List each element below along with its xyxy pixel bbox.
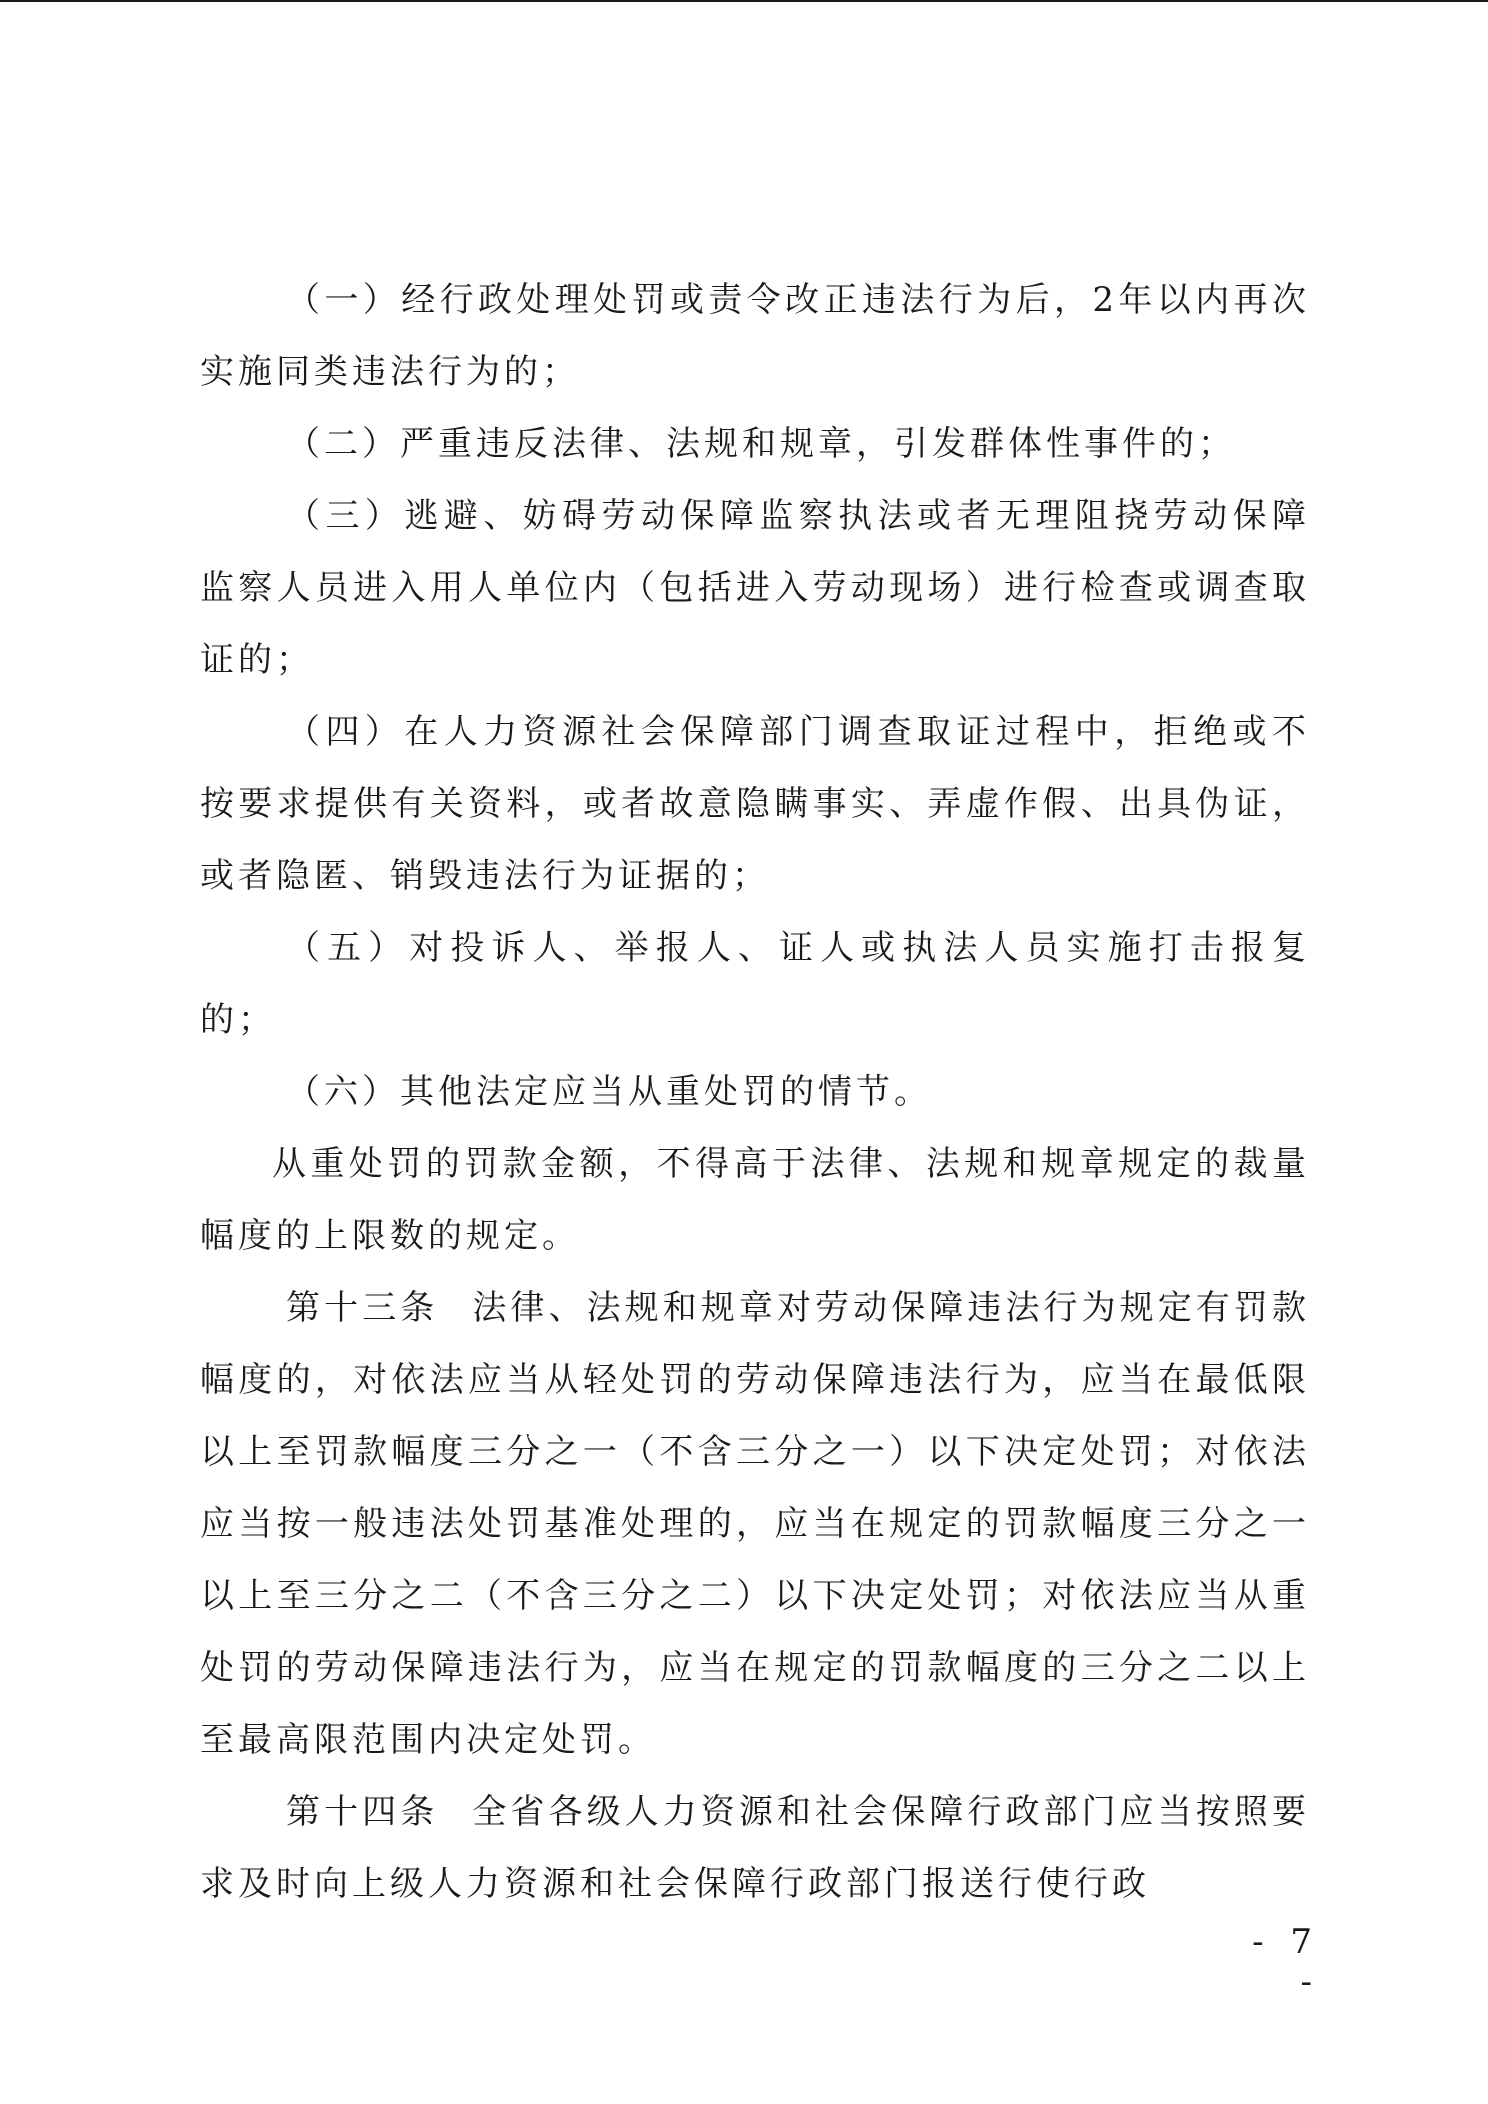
aggravated-penalty-note: 从重处罚的罚款金额，不得高于法律、法规和规章规定的裁量幅度的上限数的规定。 [200, 1144, 1310, 1256]
clause-6: （六）其他法定应当从重处罚的情节。 [286, 1072, 932, 1112]
article-13-text: 法律、法规和规章对劳动保障违法行为规定有罚款幅度的，对依法应当从轻处罚的劳动保障违法行为，应当在最低限以上至罚款幅度三分之一（不含三分之一）以下决定处罚；对依法应当按一般违法处罚基准处理的，应当在规定的罚款幅度三分之一以上至三分之二（不含三分之二）以下决定处罚；对依法应当从重处罚的劳动保障违法行为，应当在规定的罚款幅度的三分之二以上至最高限范围内决定处罚。 [200, 1288, 1311, 1760]
page-number: - 7 - [1252, 1922, 1320, 2002]
clause-1: （一）经行政处理处罚或责令改正违法行为后，2年以内再次实施同类违法行为的； [200, 280, 1310, 392]
article-14-heading: 第十四条 [286, 1792, 439, 1832]
clause-2: （二）严重违反法律、法规和规章，引发群体性事件的； [286, 424, 1236, 464]
clause-4: （四）在人力资源社会保障部门调查取证过程中，拒绝或不按要求提供有关资料，或者故意隐瞒事实、弄虚作假、出具伪证，或者隐匿、销毁违法行为证据的； [200, 712, 1310, 896]
article-14-text: 全省各级人力资源和社会保障行政部门应当按照要求及时向上级人力资源和社会保障行政部门报送行使行政 [200, 1792, 1311, 1904]
article-13-heading: 第十三条 [286, 1288, 439, 1328]
clause-5: （五）对投诉人、举报人、证人或执法人员实施打击报复的； [200, 928, 1310, 1040]
clause-3: （三）逃避、妨碍劳动保障监察执法或者无理阻挠劳动保障监察人员进入用人单位内（包括进入劳动现场）进行检查或调查取证的； [200, 496, 1310, 680]
article-13 [200, 1272, 1310, 1776]
document-body [200, 264, 1310, 1920]
article-14 [200, 1776, 1310, 1920]
